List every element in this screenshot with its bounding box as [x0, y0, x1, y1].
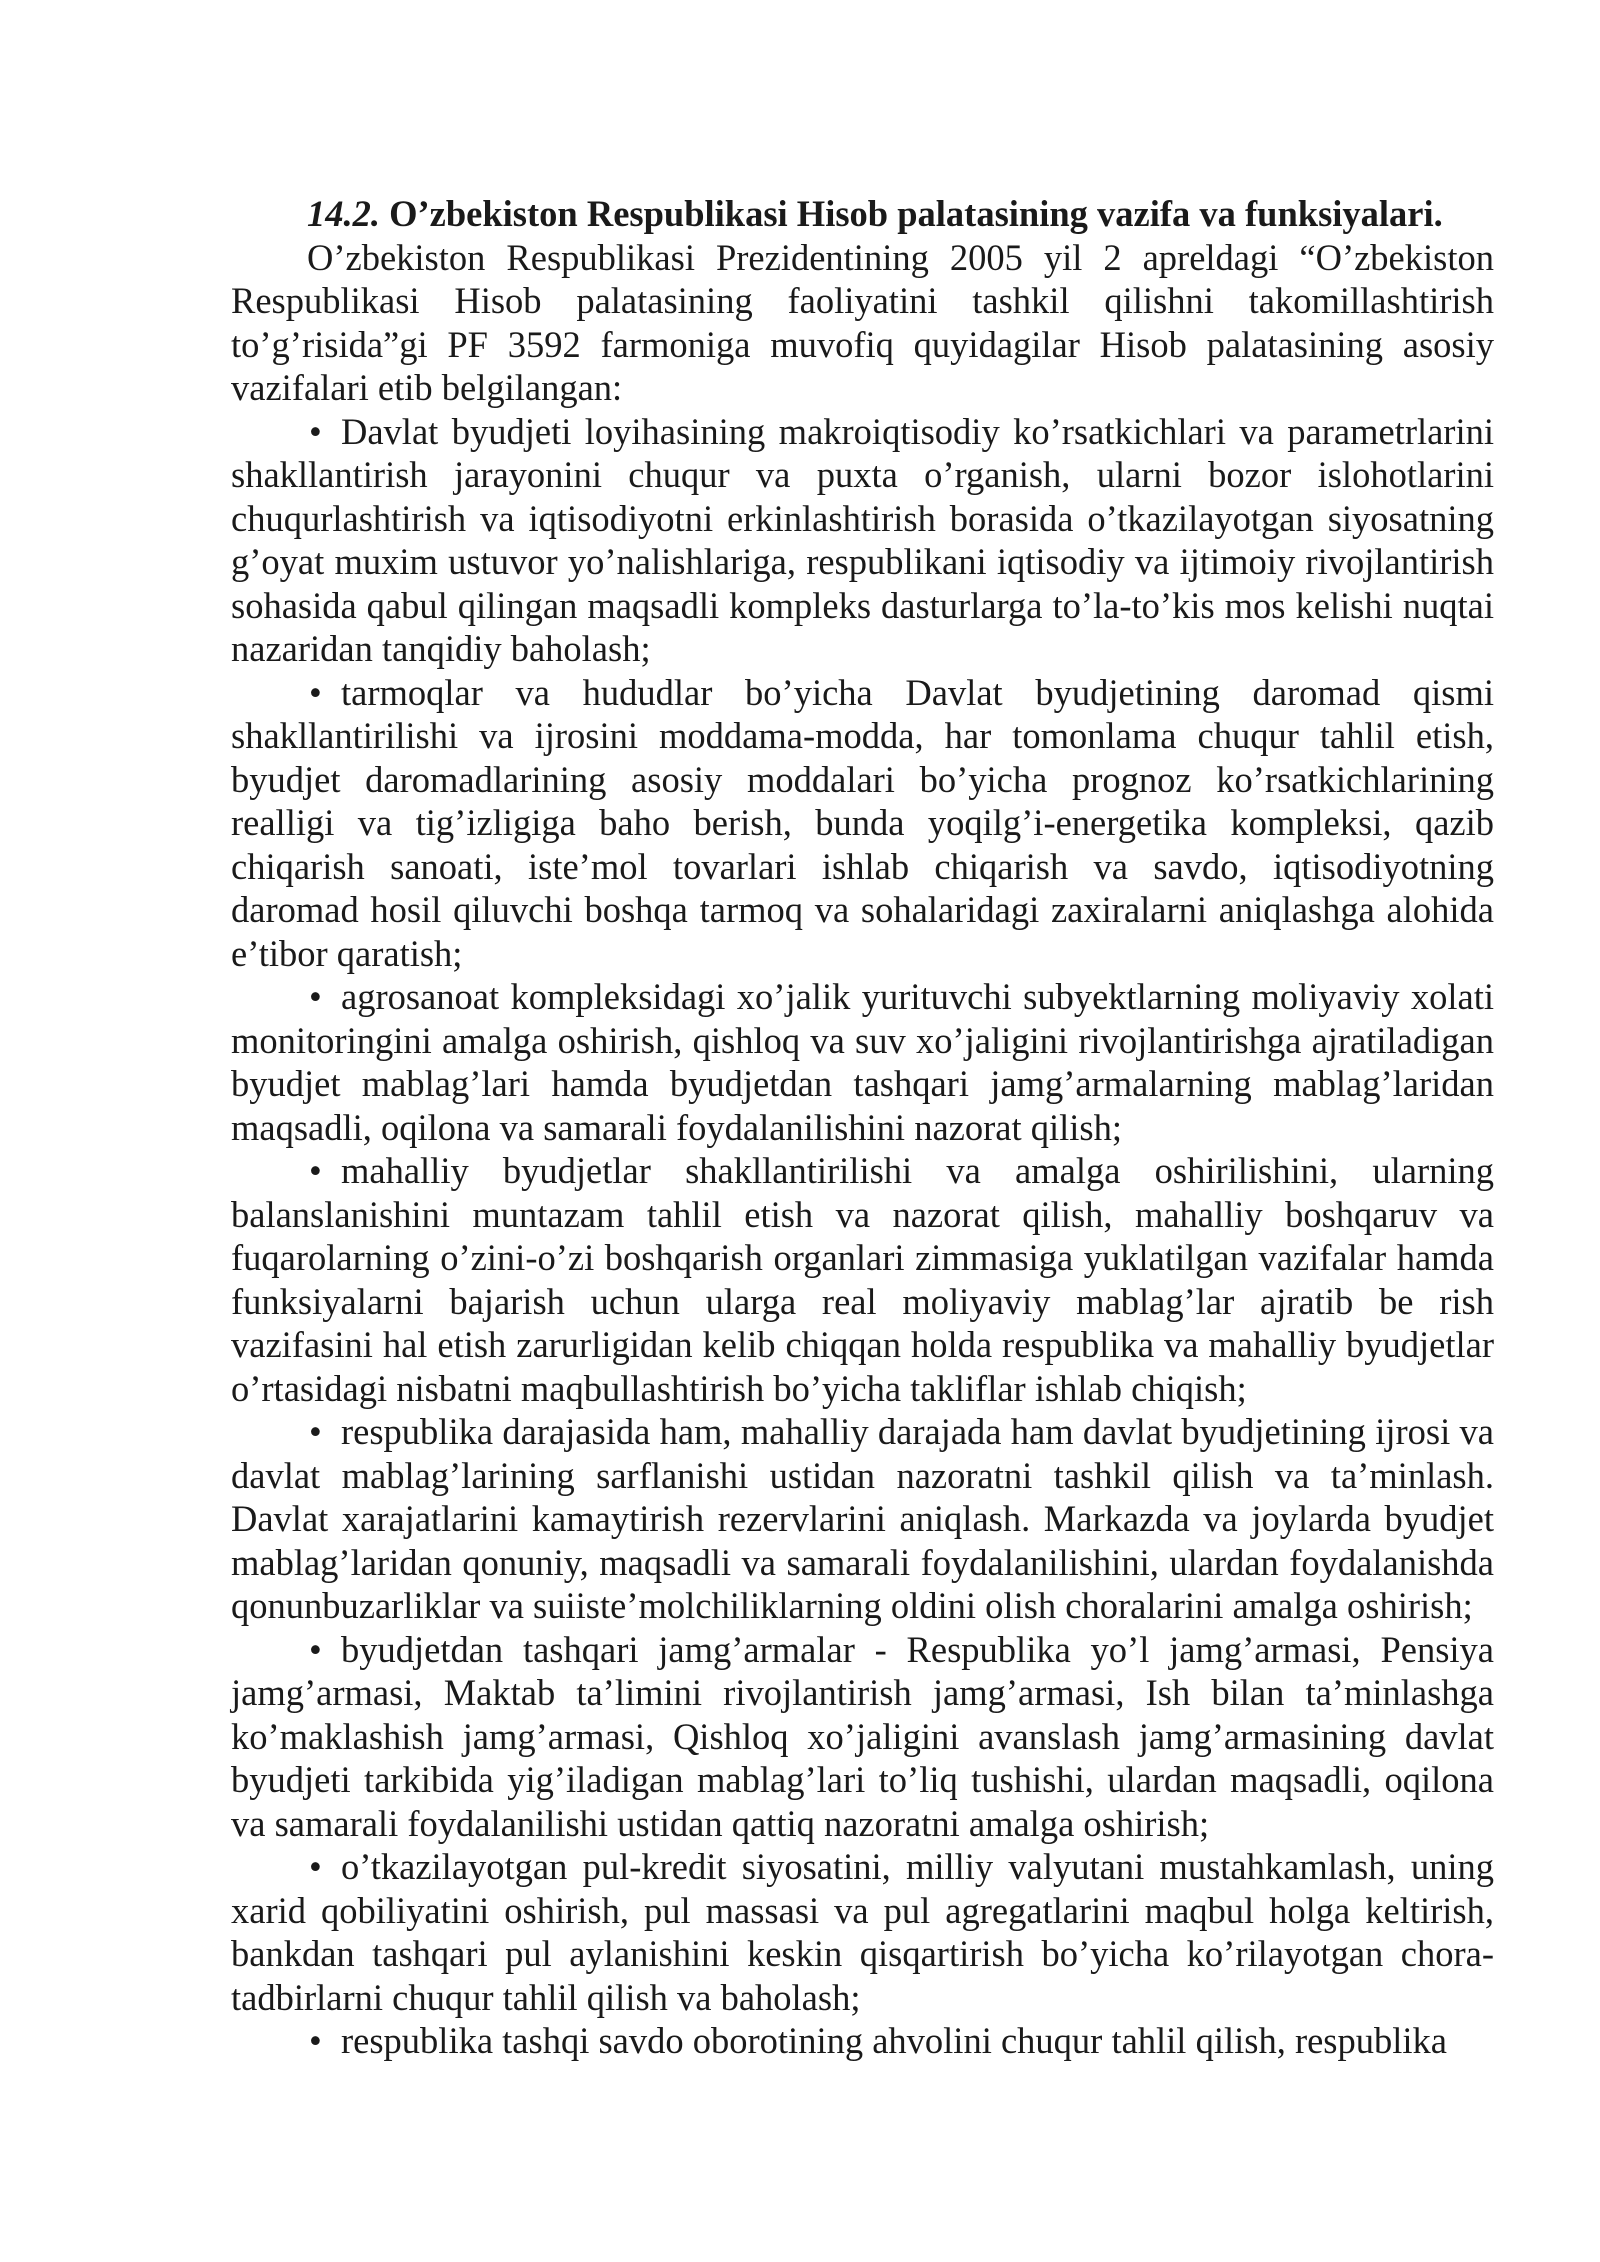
list-item-text: respublika darajasida ham, mahalliy darajada ham davlat byudjetining ijrosi va davlat mablag’larining sarflanishi ustidan nazoratni tashkil qilish va ta’minlash. Davlat xarajatlarini kamaytirish rezervlarini aniqlash. Markazda va joylarda byudjet mablag’laridan qonuniy, maqsadli va samarali foydalanilishini, ulardan foydalanishda qonunbuzarliklar va suiiste’molchiliklarning oldini olish choralarini amalga oshirish; [231, 1411, 1494, 1626]
list-item-text: respublika tashqi savdo oborotining ahvolini chuqur tahlil qilish, respublika [341, 2020, 1447, 2061]
tasks-list [231, 410, 1494, 2063]
list-item [231, 1149, 1494, 1410]
list-item [231, 410, 1494, 671]
bullet-icon: • [309, 1846, 322, 1887]
list-item-text: o’tkazilayotgan pul-kredit siyosatini, milliy valyutani mustahkamlash, uning xarid qobiliyatini oshirish, pul massasi va pul agregatlarini maqbul holga keltirish, bankdan tashqari pul aylanishini keskin qisqartirish bo’yicha ko’rilayotgan chora-tadbirlarni chuqur tahlil qilish va baholash; [231, 1846, 1494, 2018]
list-item-text: Davlat byudjeti loyihasining makroiqtisodiy ko’rsatkichlari va parametrlarini shakllantirish jarayonini chuqur va puxta o’rganish, ularni bozor islohotlarini chuqurlashtirish va iqtisodiyotni erkinlashtirish borasida o’tkazilayotgan siyosatning g’oyat muxim ustuvor yo’nalishlariga, respublikani iqtisodiy va ijtimoiy rivojlantirish sohasida qabul qilingan maqsadli kompleks dasturlarga to’la-to’kis mos kelishi nuqtai nazaridan tanqidiy baholash; [231, 410, 1494, 669]
bullet-icon: • [309, 1411, 322, 1452]
bullet-icon: • [309, 671, 322, 713]
bullet-icon: • [309, 410, 322, 452]
bullet-icon: • [309, 2020, 322, 2061]
document-page [231, 192, 1494, 2063]
list-item-text: tarmoqlar va hududlar bo’yicha Davlat byudjetining daromad qismi shakllantirilishi va ijrosini moddama-modda, har tomonlama chuqur tahlil etish, byudjet daromadlarining asosiy moddalari bo’yicha prognoz ko’rsatkichlarining realligi va tig’izligiga baho berish, bunda yoqilg’i-energetika kompleksi, qazib chiqarish sanoati, iste’mol tovarlari ishlab chiqarish va savdo, iqtisodiyotning daromad hosil qiluvchi boshqa tarmoq va sohalaridagi zaxiralarni aniqlashga alohida e’tibor qaratish; [231, 671, 1494, 974]
section-number: 14.2. [307, 193, 380, 234]
list-item-text: mahalliy byudjetlar shakllantirilishi va amalga oshirilishini, ularning balanslanishini muntazam tahlil etish va nazorat qilish, mahalliy boshqaruv va fuqarolarning o’zini-o’zi boshqarish organlari zimmasiga yuklatilgan vazifalar hamda funksiyalarni bajarish uchun ularga real moliyaviy mablag’lar ajratib be rish vazifasini hal etish zarurligidan kelib chiqqan holda respublika va mahalliy byudjetlar o’rtasidagi nisbatni maqbullashtirish bo’yicha takliflar ishlab chiqish; [231, 1150, 1494, 1409]
bullet-icon: • [309, 976, 322, 1017]
list-item-text: agrosanoat kompleksidagi xo’jalik yurituvchi subyektlarning moliyaviy xolati monitoringini amalga oshirish, qishloq va suv xo’jaligini rivojlantirishga ajratiladigan byudjet mablag’lari hamda byudjetdan tashqari jamg’armalarning mablag’laridan maqsadli, oqilona va samarali foydalanilishini nazorat qilish; [231, 976, 1494, 1148]
list-item [231, 1628, 1494, 1846]
list-item [231, 2019, 1494, 2063]
list-item [231, 671, 1494, 976]
list-item [231, 1410, 1494, 1628]
bullet-icon: • [309, 1150, 322, 1191]
list-item [231, 1845, 1494, 2019]
list-item [231, 975, 1494, 1149]
section-title: O’zbekiston Respublikasi Hisob palatasining vazifa va funksiyalari. [389, 193, 1443, 234]
intro-paragraph: O’zbekiston Respublikasi Prezidentining 2005 yil 2 apreldagi “O’zbekiston Respublikasi Hisob palatasining faoliyatini tashkil qilishni takomillashtirish to’g’risida”gi PF 3592 farmoniga muvofiq quyidagilar Hisob palatasining asosiy vazifalari etib belgilangan: [231, 236, 1494, 408]
list-item-text: byudjetdan tashqari jamg’armalar - Respublika yo’l jamg’armasi, Pensiya jamg’armasi, Maktab ta’limini rivojlantirish jamg’armasi, Ish bilan ta’minlashga ko’maklashish jamg’armasi, Qishloq xo’jaligini avanslash jamg’armasining davlat byudjeti tarkibida yig’iladigan mablag’lari to’liq tushishi, ulardan maqsadli, oqilona va samarali foydalanilishi ustidan qattiq nazoratni amalga oshirish; [231, 1628, 1494, 1844]
bullet-icon: • [309, 1628, 322, 1670]
section-heading [231, 192, 1494, 236]
